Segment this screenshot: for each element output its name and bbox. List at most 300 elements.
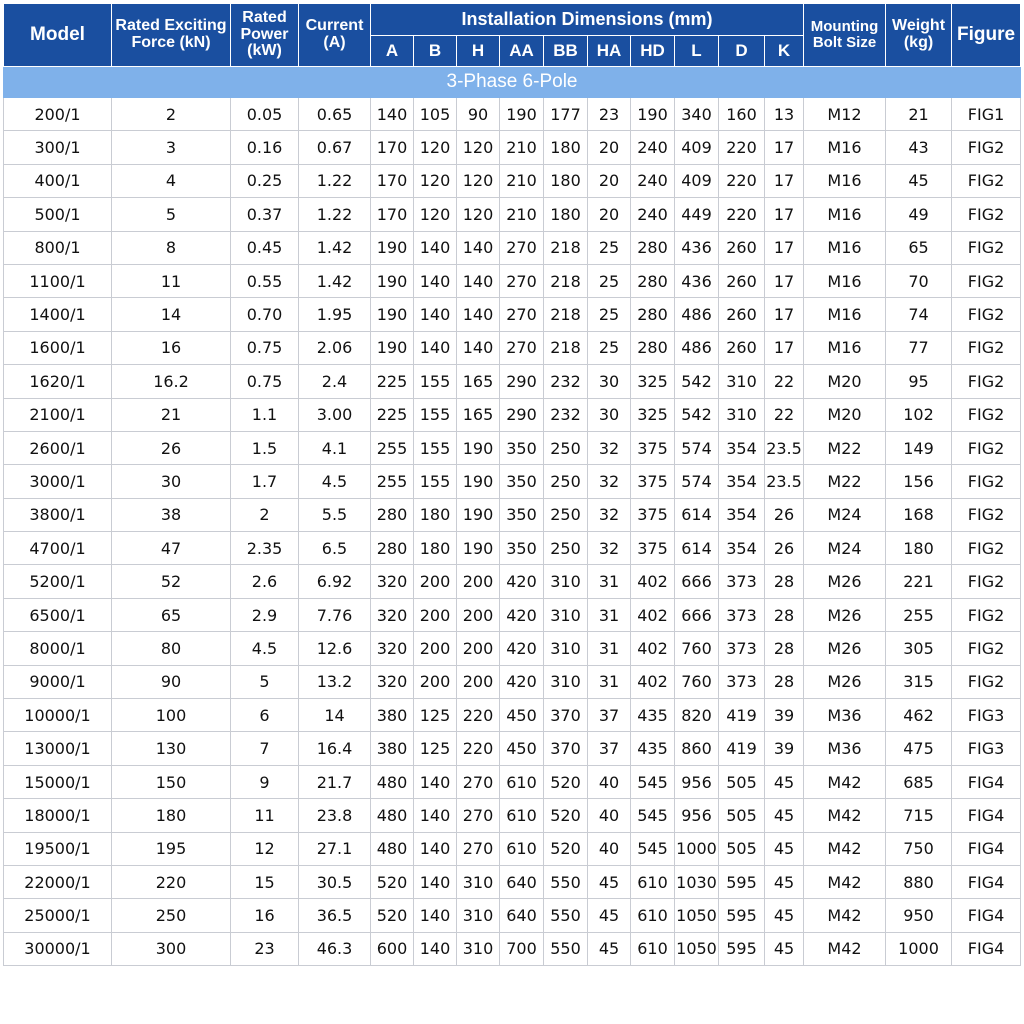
cell-rated-power: 0.45	[231, 231, 299, 264]
header-dim-ha: HA	[588, 36, 631, 67]
cell-dim-d: 220	[719, 131, 765, 164]
cell-figure: FIG2	[952, 331, 1021, 364]
cell-dim-aa: 290	[500, 398, 544, 431]
cell-dim-b: 140	[414, 799, 457, 832]
cell-dim-a: 255	[371, 431, 414, 464]
cell-dim-h: 165	[457, 365, 500, 398]
cell-rated-force: 150	[112, 765, 231, 798]
table-row	[4, 164, 1021, 197]
cell-dim-l: 1050	[675, 932, 719, 965]
cell-weight: 49	[886, 198, 952, 231]
cell-dim-b: 155	[414, 398, 457, 431]
cell-dim-b: 155	[414, 365, 457, 398]
header-dim-b: B	[414, 36, 457, 67]
cell-rated-power: 2.6	[231, 565, 299, 598]
cell-dim-a: 190	[371, 298, 414, 331]
cell-dim-aa: 290	[500, 365, 544, 398]
cell-dim-d: 260	[719, 264, 765, 297]
cell-dim-k: 17	[765, 198, 804, 231]
cell-rated-force: 16.2	[112, 365, 231, 398]
cell-dim-d: 373	[719, 665, 765, 698]
cell-rated-power: 0.25	[231, 164, 299, 197]
cell-dim-k: 23.5	[765, 431, 804, 464]
cell-mounting-bolt: M16	[804, 331, 886, 364]
cell-dim-b: 140	[414, 331, 457, 364]
cell-rated-power: 9	[231, 765, 299, 798]
cell-dim-b: 125	[414, 699, 457, 732]
cell-dim-a: 600	[371, 932, 414, 965]
cell-figure: FIG2	[952, 198, 1021, 231]
cell-figure: FIG2	[952, 264, 1021, 297]
cell-dim-a: 480	[371, 765, 414, 798]
cell-dim-k: 22	[765, 365, 804, 398]
cell-dim-ha: 25	[588, 264, 631, 297]
cell-dim-d: 260	[719, 331, 765, 364]
cell-model: 200/1	[4, 98, 112, 131]
cell-dim-k: 45	[765, 932, 804, 965]
cell-dim-ha: 31	[588, 665, 631, 698]
cell-dim-h: 190	[457, 431, 500, 464]
cell-rated-power: 1.7	[231, 465, 299, 498]
cell-weight: 305	[886, 632, 952, 665]
table-row	[4, 899, 1021, 932]
cell-mounting-bolt: M24	[804, 532, 886, 565]
cell-rated-power: 11	[231, 799, 299, 832]
cell-dim-h: 140	[457, 264, 500, 297]
header-rated-exciting-force	[112, 4, 231, 67]
cell-rated-power: 0.05	[231, 98, 299, 131]
cell-dim-h: 140	[457, 231, 500, 264]
cell-rated-force: 5	[112, 198, 231, 231]
cell-figure: FIG2	[952, 665, 1021, 698]
cell-dim-bb: 218	[544, 298, 588, 331]
cell-mounting-bolt: M42	[804, 865, 886, 898]
cell-dim-bb: 520	[544, 765, 588, 798]
cell-dim-aa: 270	[500, 231, 544, 264]
cell-dim-ha: 20	[588, 164, 631, 197]
cell-dim-b: 125	[414, 732, 457, 765]
cell-dim-hd: 325	[631, 365, 675, 398]
cell-dim-hd: 610	[631, 899, 675, 932]
header-model: Model	[4, 4, 112, 67]
cell-dim-ha: 37	[588, 732, 631, 765]
cell-figure: FIG4	[952, 865, 1021, 898]
cell-dim-ha: 20	[588, 131, 631, 164]
cell-mounting-bolt: M26	[804, 598, 886, 631]
cell-dim-l: 409	[675, 131, 719, 164]
table-row	[4, 331, 1021, 364]
cell-model: 6500/1	[4, 598, 112, 631]
cell-dim-h: 190	[457, 498, 500, 531]
cell-current: 12.6	[299, 632, 371, 665]
cell-mounting-bolt: M16	[804, 131, 886, 164]
cell-dim-b: 200	[414, 665, 457, 698]
cell-dim-d: 354	[719, 465, 765, 498]
table-row	[4, 231, 1021, 264]
cell-weight: 43	[886, 131, 952, 164]
cell-dim-h: 310	[457, 899, 500, 932]
cell-rated-force: 80	[112, 632, 231, 665]
cell-figure: FIG1	[952, 98, 1021, 131]
cell-dim-aa: 350	[500, 498, 544, 531]
cell-dim-hd: 610	[631, 932, 675, 965]
cell-dim-bb: 250	[544, 465, 588, 498]
cell-figure: FIG3	[952, 732, 1021, 765]
cell-dim-k: 39	[765, 699, 804, 732]
cell-dim-ha: 32	[588, 498, 631, 531]
cell-model: 1600/1	[4, 331, 112, 364]
table-row	[4, 398, 1021, 431]
cell-dim-a: 225	[371, 365, 414, 398]
cell-model: 800/1	[4, 231, 112, 264]
cell-mounting-bolt: M16	[804, 164, 886, 197]
cell-rated-power: 0.37	[231, 198, 299, 231]
cell-rated-force: 52	[112, 565, 231, 598]
table-body	[4, 67, 1021, 966]
cell-dim-k: 17	[765, 164, 804, 197]
cell-dim-l: 860	[675, 732, 719, 765]
table-row	[4, 732, 1021, 765]
cell-weight: 21	[886, 98, 952, 131]
cell-dim-l: 340	[675, 98, 719, 131]
cell-dim-hd: 402	[631, 598, 675, 631]
cell-rated-force: 130	[112, 732, 231, 765]
header-force-line1: Rated Exciting	[115, 17, 227, 35]
cell-current: 1.95	[299, 298, 371, 331]
cell-dim-d: 595	[719, 932, 765, 965]
cell-dim-b: 200	[414, 598, 457, 631]
cell-model: 1400/1	[4, 298, 112, 331]
cell-mounting-bolt: M42	[804, 932, 886, 965]
cell-rated-force: 90	[112, 665, 231, 698]
cell-current: 4.1	[299, 431, 371, 464]
section-row	[4, 67, 1021, 98]
cell-dim-h: 270	[457, 765, 500, 798]
cell-rated-power: 1.1	[231, 398, 299, 431]
cell-dim-bb: 250	[544, 532, 588, 565]
cell-dim-h: 200	[457, 565, 500, 598]
cell-dim-a: 225	[371, 398, 414, 431]
cell-dim-l: 486	[675, 331, 719, 364]
cell-dim-aa: 210	[500, 198, 544, 231]
cell-dim-k: 39	[765, 732, 804, 765]
cell-weight: 221	[886, 565, 952, 598]
cell-dim-aa: 350	[500, 431, 544, 464]
table-row	[4, 799, 1021, 832]
cell-dim-ha: 31	[588, 598, 631, 631]
cell-current: 6.5	[299, 532, 371, 565]
cell-dim-ha: 31	[588, 565, 631, 598]
cell-dim-ha: 25	[588, 331, 631, 364]
cell-dim-hd: 240	[631, 198, 675, 231]
cell-dim-h: 200	[457, 665, 500, 698]
cell-figure: FIG2	[952, 131, 1021, 164]
cell-rated-power: 2.35	[231, 532, 299, 565]
cell-current: 1.42	[299, 264, 371, 297]
cell-mounting-bolt: M16	[804, 298, 886, 331]
cell-dim-bb: 520	[544, 799, 588, 832]
cell-model: 4700/1	[4, 532, 112, 565]
cell-dim-bb: 310	[544, 665, 588, 698]
cell-weight: 180	[886, 532, 952, 565]
cell-dim-b: 140	[414, 865, 457, 898]
cell-weight: 156	[886, 465, 952, 498]
header-rated-power	[231, 4, 299, 67]
cell-dim-ha: 20	[588, 198, 631, 231]
cell-dim-l: 436	[675, 231, 719, 264]
cell-dim-ha: 37	[588, 699, 631, 732]
cell-dim-ha: 40	[588, 832, 631, 865]
cell-weight: 95	[886, 365, 952, 398]
cell-dim-hd: 375	[631, 498, 675, 531]
cell-dim-b: 140	[414, 264, 457, 297]
cell-weight: 462	[886, 699, 952, 732]
cell-current: 1.22	[299, 198, 371, 231]
cell-dim-bb: 232	[544, 365, 588, 398]
cell-rated-force: 8	[112, 231, 231, 264]
table-row	[4, 365, 1021, 398]
table-row	[4, 832, 1021, 865]
cell-figure: FIG2	[952, 598, 1021, 631]
cell-rated-power: 1.5	[231, 431, 299, 464]
cell-figure: FIG4	[952, 765, 1021, 798]
cell-dim-bb: 232	[544, 398, 588, 431]
header-dim-l: L	[675, 36, 719, 67]
cell-dim-a: 190	[371, 231, 414, 264]
cell-model: 300/1	[4, 131, 112, 164]
cell-dim-ha: 40	[588, 799, 631, 832]
cell-dim-a: 480	[371, 832, 414, 865]
cell-dim-k: 23.5	[765, 465, 804, 498]
cell-dim-d: 310	[719, 398, 765, 431]
table-row	[4, 665, 1021, 698]
cell-rated-force: 220	[112, 865, 231, 898]
cell-dim-l: 542	[675, 365, 719, 398]
cell-current: 21.7	[299, 765, 371, 798]
section-label: 3-Phase 6-Pole	[4, 67, 1021, 98]
cell-current: 4.5	[299, 465, 371, 498]
cell-dim-d: 260	[719, 231, 765, 264]
cell-model: 9000/1	[4, 665, 112, 698]
cell-rated-power: 0.55	[231, 264, 299, 297]
cell-rated-force: 4	[112, 164, 231, 197]
cell-current: 27.1	[299, 832, 371, 865]
cell-dim-k: 28	[765, 665, 804, 698]
cell-dim-hd: 545	[631, 765, 675, 798]
cell-dim-k: 45	[765, 799, 804, 832]
header-dim-k: K	[765, 36, 804, 67]
cell-model: 22000/1	[4, 865, 112, 898]
cell-dim-hd: 280	[631, 331, 675, 364]
header-power-line2: Power	[240, 25, 289, 43]
cell-rated-power: 15	[231, 865, 299, 898]
cell-rated-power: 16	[231, 899, 299, 932]
cell-current: 0.65	[299, 98, 371, 131]
cell-model: 30000/1	[4, 932, 112, 965]
cell-dim-hd: 610	[631, 865, 675, 898]
cell-dim-d: 505	[719, 832, 765, 865]
cell-weight: 70	[886, 264, 952, 297]
cell-current: 13.2	[299, 665, 371, 698]
cell-mounting-bolt: M16	[804, 231, 886, 264]
cell-dim-aa: 420	[500, 632, 544, 665]
cell-model: 25000/1	[4, 899, 112, 932]
cell-mounting-bolt: M42	[804, 799, 886, 832]
cell-figure: FIG2	[952, 465, 1021, 498]
cell-dim-bb: 520	[544, 832, 588, 865]
cell-current: 0.67	[299, 131, 371, 164]
cell-dim-k: 45	[765, 865, 804, 898]
cell-rated-force: 21	[112, 398, 231, 431]
cell-dim-b: 140	[414, 832, 457, 865]
cell-mounting-bolt: M20	[804, 365, 886, 398]
table-row	[4, 298, 1021, 331]
cell-dim-k: 17	[765, 231, 804, 264]
cell-weight: 715	[886, 799, 952, 832]
cell-dim-d: 354	[719, 532, 765, 565]
header-mounting-line1: Mounting	[810, 18, 879, 36]
cell-rated-force: 300	[112, 932, 231, 965]
table-row	[4, 598, 1021, 631]
cell-rated-power: 2.9	[231, 598, 299, 631]
cell-dim-b: 120	[414, 131, 457, 164]
cell-weight: 255	[886, 598, 952, 631]
cell-dim-ha: 45	[588, 932, 631, 965]
cell-mounting-bolt: M26	[804, 665, 886, 698]
cell-weight: 102	[886, 398, 952, 431]
cell-dim-a: 320	[371, 665, 414, 698]
cell-dim-h: 270	[457, 832, 500, 865]
cell-dim-b: 180	[414, 498, 457, 531]
cell-dim-l: 820	[675, 699, 719, 732]
cell-dim-h: 200	[457, 632, 500, 665]
cell-figure: FIG3	[952, 699, 1021, 732]
cell-dim-hd: 435	[631, 699, 675, 732]
cell-dim-b: 180	[414, 532, 457, 565]
cell-dim-aa: 640	[500, 899, 544, 932]
cell-rated-power: 0.70	[231, 298, 299, 331]
cell-dim-h: 120	[457, 131, 500, 164]
cell-dim-aa: 420	[500, 565, 544, 598]
cell-mounting-bolt: M36	[804, 699, 886, 732]
cell-dim-bb: 180	[544, 131, 588, 164]
cell-dim-a: 320	[371, 565, 414, 598]
header-power-line1: Rated	[242, 8, 287, 26]
cell-dim-aa: 450	[500, 699, 544, 732]
cell-dim-l: 760	[675, 632, 719, 665]
cell-dim-d: 260	[719, 298, 765, 331]
cell-dim-a: 190	[371, 331, 414, 364]
cell-figure: FIG2	[952, 298, 1021, 331]
cell-dim-bb: 370	[544, 699, 588, 732]
cell-rated-force: 195	[112, 832, 231, 865]
cell-dim-hd: 375	[631, 532, 675, 565]
cell-weight: 685	[886, 765, 952, 798]
cell-rated-force: 26	[112, 431, 231, 464]
cell-dim-aa: 420	[500, 665, 544, 698]
cell-figure: FIG2	[952, 365, 1021, 398]
cell-rated-force: 38	[112, 498, 231, 531]
cell-dim-l: 1030	[675, 865, 719, 898]
cell-dim-b: 140	[414, 231, 457, 264]
cell-mounting-bolt: M22	[804, 431, 886, 464]
cell-dim-ha: 30	[588, 365, 631, 398]
cell-rated-power: 2	[231, 498, 299, 531]
cell-model: 18000/1	[4, 799, 112, 832]
cell-dim-d: 373	[719, 565, 765, 598]
table-row	[4, 699, 1021, 732]
header-mounting-bolt-size	[804, 4, 886, 67]
cell-dim-d: 595	[719, 899, 765, 932]
cell-dim-l: 436	[675, 264, 719, 297]
header-dim-a: A	[371, 36, 414, 67]
cell-dim-l: 666	[675, 565, 719, 598]
table-row	[4, 98, 1021, 131]
cell-mounting-bolt: M42	[804, 832, 886, 865]
cell-dim-bb: 550	[544, 899, 588, 932]
cell-dim-bb: 180	[544, 198, 588, 231]
cell-dim-ha: 40	[588, 765, 631, 798]
cell-dim-hd: 190	[631, 98, 675, 131]
cell-weight: 315	[886, 665, 952, 698]
cell-weight: 475	[886, 732, 952, 765]
cell-dim-bb: 310	[544, 598, 588, 631]
table-row	[4, 131, 1021, 164]
header-dim-bb: BB	[544, 36, 588, 67]
cell-mounting-bolt: M12	[804, 98, 886, 131]
cell-current: 16.4	[299, 732, 371, 765]
cell-mounting-bolt: M42	[804, 765, 886, 798]
cell-dim-hd: 545	[631, 799, 675, 832]
cell-current: 7.76	[299, 598, 371, 631]
cell-dim-b: 155	[414, 431, 457, 464]
cell-dim-h: 310	[457, 932, 500, 965]
cell-dim-a: 170	[371, 131, 414, 164]
cell-dim-aa: 350	[500, 465, 544, 498]
cell-model: 1100/1	[4, 264, 112, 297]
cell-model: 5200/1	[4, 565, 112, 598]
cell-weight: 74	[886, 298, 952, 331]
cell-model: 400/1	[4, 164, 112, 197]
cell-dim-ha: 25	[588, 231, 631, 264]
cell-figure: FIG2	[952, 231, 1021, 264]
cell-mounting-bolt: M26	[804, 565, 886, 598]
cell-current: 46.3	[299, 932, 371, 965]
cell-dim-bb: 310	[544, 565, 588, 598]
cell-current: 23.8	[299, 799, 371, 832]
table-row	[4, 198, 1021, 231]
cell-dim-hd: 375	[631, 431, 675, 464]
cell-rated-power: 0.75	[231, 331, 299, 364]
cell-dim-b: 200	[414, 632, 457, 665]
cell-dim-d: 354	[719, 431, 765, 464]
cell-dim-ha: 45	[588, 899, 631, 932]
header-dim-hd: HD	[631, 36, 675, 67]
cell-current: 2.06	[299, 331, 371, 364]
cell-dim-d: 310	[719, 365, 765, 398]
cell-dim-l: 486	[675, 298, 719, 331]
cell-dim-k: 28	[765, 598, 804, 631]
cell-weight: 880	[886, 865, 952, 898]
cell-dim-d: 220	[719, 198, 765, 231]
cell-dim-hd: 545	[631, 832, 675, 865]
cell-dim-b: 105	[414, 98, 457, 131]
spec-table-container	[3, 3, 1020, 966]
cell-dim-d: 505	[719, 765, 765, 798]
cell-dim-h: 140	[457, 298, 500, 331]
header-figure: Figure	[952, 4, 1021, 67]
cell-figure: FIG4	[952, 799, 1021, 832]
